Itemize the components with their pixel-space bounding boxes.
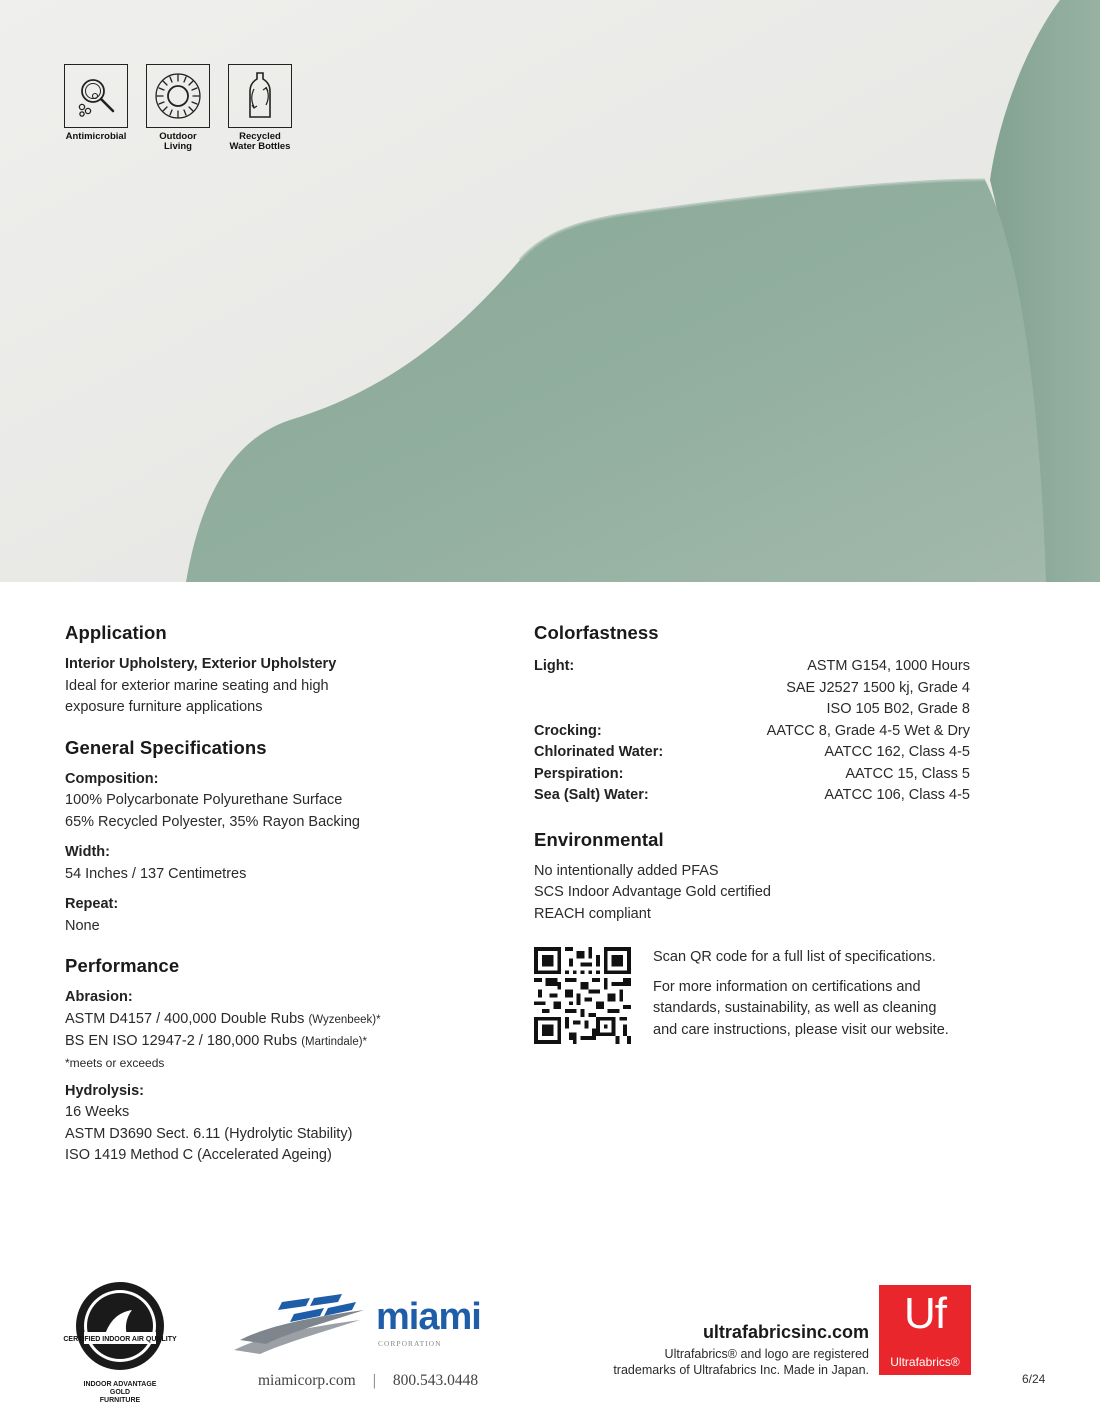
hydrolysis-value: ASTM D3690 Sect. 6.11 (Hydrolytic Stability) (65, 1125, 353, 1142)
miami-corporation-text: CORPORATION (378, 1339, 442, 1348)
width-value: 54 Inches / 137 Centimetres (65, 865, 247, 882)
badge-label: Antimicrobial (65, 131, 127, 142)
abrasion-note: *meets or exceeds (65, 1055, 165, 1070)
colorfastness-row (534, 742, 970, 764)
website-info-line: For more information on certifications and (653, 978, 921, 995)
repeat-label: Repeat: (65, 896, 119, 912)
certified-seal-icon (63, 1280, 177, 1372)
hydrolysis-value: 16 Weeks (65, 1104, 130, 1120)
composition-value: 100% Polycarbonate Polyurethane Surface (65, 792, 343, 808)
general-specifications-heading: General Specifications (65, 736, 267, 758)
seal-text: CERTIFIED INDOOR AIR QUALITY (63, 1336, 177, 1343)
miami-swoosh-icon (232, 1292, 372, 1362)
website-info-line: and care instructions, please visit our website. (653, 1021, 949, 1038)
ultrafabrics-website-link[interactable]: ultrafabricsinc.com (702, 1322, 869, 1342)
environmental-item: No intentionally added PFAS (534, 862, 719, 879)
colorfastness-key: Crocking: (534, 722, 602, 739)
colorfastness-key: Sea (Salt) Water: (534, 787, 649, 803)
hero-image (0, 0, 1100, 582)
width-label: Width: (65, 844, 110, 860)
miami-website-link[interactable]: miamicorp.com (258, 1372, 356, 1389)
colorfastness-value: AATCC 106, Class 4-5 (824, 787, 970, 803)
miami-wordmark: miami (376, 1296, 481, 1338)
ultrafabrics-info (613, 1322, 869, 1378)
colorfastness-value: ASTM G154, 1000 Hours SAE J2527 1500 kj, Grade 4 ISO 105 B02, Grade 8 (786, 658, 970, 717)
application-label: Interior Upholstery, Exterior Upholstery (65, 656, 337, 672)
magnifier-bubbles-icon (64, 64, 128, 128)
abrasion-test: ASTM D4157 / 400,000 Double Rubs (65, 1010, 305, 1027)
feature-badges (64, 64, 292, 151)
hydrolysis-value: ISO 1419 Method C (Accelerated Ageing) (65, 1147, 332, 1163)
indoor-advantage-label: INDOOR ADVANTAGE GOLD FURNITURE (83, 1381, 157, 1404)
colorfastness-section (534, 622, 970, 807)
colorfastness-key: Chlorinated Water: (534, 744, 664, 760)
website-info-line: standards, sustainability, as well as cleaning (653, 1000, 937, 1016)
separator: | (372, 1372, 376, 1389)
colorfastness-key: Light: (534, 658, 575, 674)
right-column (534, 622, 970, 1044)
application-section (65, 622, 495, 719)
colorfastness-key: Perspiration: (534, 765, 624, 782)
miami-phone[interactable]: 800.543.0448 (392, 1372, 479, 1389)
colorfastness-value: AATCC 162, Class 4-5 (824, 744, 970, 760)
colorfastness-row (534, 721, 970, 743)
colorfastness-value: AATCC 15, Class 5 (845, 765, 970, 782)
composition-value: 65% Recycled Polyester, 35% Rayon Backing (65, 813, 360, 830)
miami-contact (258, 1372, 478, 1390)
abrasion-value (65, 1009, 495, 1032)
abrasion-value (65, 1031, 495, 1054)
application-desc: Ideal for exterior marine seating and high (65, 677, 329, 694)
colorfastness-heading: Colorfastness (534, 622, 659, 643)
badge-outdoor-living (146, 64, 210, 151)
application-desc: exposure furniture applications (65, 699, 263, 715)
composition-label: Composition: (65, 770, 159, 787)
revision-date: 6/24 (1022, 1372, 1046, 1386)
colorfastness-table (534, 656, 970, 807)
environmental-section (534, 829, 970, 926)
general-specifications-section (65, 737, 495, 938)
badge-label: Outdoor Living (159, 131, 197, 152)
environmental-item: SCS Indoor Advantage Gold certified (534, 884, 771, 900)
colorfastness-row (534, 764, 970, 786)
environmental-item: REACH compliant (534, 905, 651, 922)
sun-icon (146, 64, 210, 128)
hydrolysis-label: Hydrolysis: (65, 1082, 144, 1099)
performance-heading: Performance (65, 955, 180, 976)
indoor-air-quality-seal (63, 1280, 177, 1405)
colorfastness-row (534, 785, 970, 807)
recycled-bottle-icon (228, 64, 292, 128)
performance-section (65, 955, 495, 1167)
ultrafabrics-logo (879, 1285, 971, 1375)
environmental-heading: Environmental (534, 828, 664, 850)
badge-antimicrobial (64, 64, 128, 151)
qr-block (534, 947, 970, 1044)
uf-monogram: Uf (904, 1289, 946, 1338)
badge-recycled-bottles (228, 64, 292, 151)
colorfastness-row (534, 656, 970, 721)
abrasion-method: (Wyzenbeek)* (308, 1013, 381, 1026)
uf-logo-name: Ultrafabrics® (890, 1355, 960, 1369)
footer (0, 1270, 1100, 1424)
abrasion-label: Abrasion: (65, 989, 133, 1005)
badge-label: Recycled Water Bottles (229, 131, 291, 152)
repeat-value: None (65, 917, 100, 934)
qr-instruction: Scan QR code for a full list of specifications. (653, 949, 936, 965)
colorfastness-value: AATCC 8, Grade 4-5 Wet & Dry (766, 722, 970, 739)
left-column (65, 622, 495, 1185)
qr-code[interactable] (534, 947, 631, 1044)
application-heading: Application (65, 622, 167, 643)
qr-text (653, 947, 949, 1044)
website-info (653, 977, 949, 1042)
miami-corporation-logo (232, 1292, 522, 1389)
abrasion-method: (Martindale)* (301, 1036, 368, 1048)
abrasion-test: BS EN ISO 12947-2 / 180,000 Rubs (65, 1033, 298, 1049)
trademark-notice: Ultrafabrics® and logo are registered trademarks of Ultrafabrics Inc. Made in Japan. (613, 1347, 869, 1377)
